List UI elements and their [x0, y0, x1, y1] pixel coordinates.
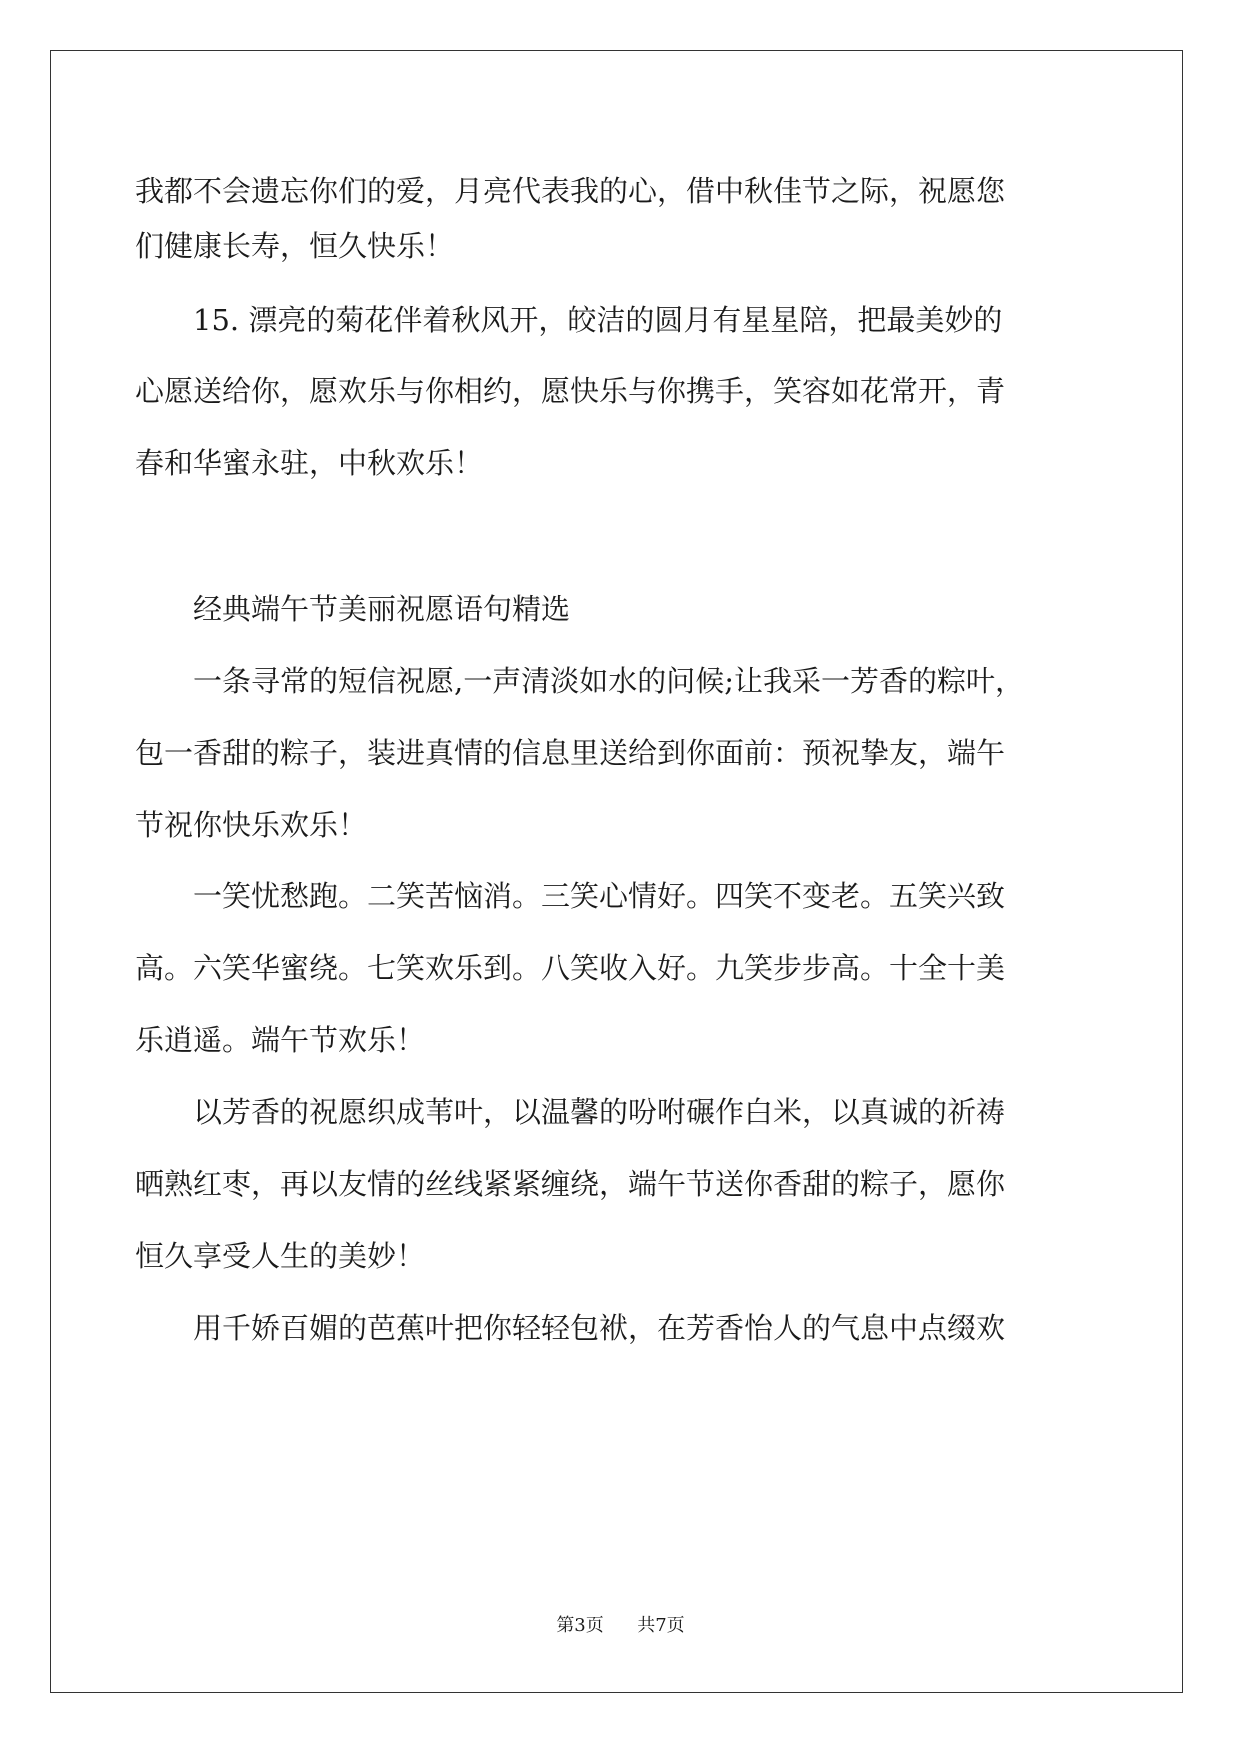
page-footer — [0, 1614, 1241, 1638]
text-line: 节祝你快乐欢乐！ — [135, 808, 368, 842]
section-heading: 经典端午节美丽祝愿语句精选 — [193, 592, 571, 626]
text-line: 我都不会遗忘你们的爱，月亮代表我的心，借中秋佳节之际，祝愿您 — [135, 174, 1006, 208]
text-line: 晒熟红枣，再以友情的丝线紧紧缠绕，端午节送你香甜的粽子，愿你 — [135, 1167, 1006, 1201]
text-line: 15. 漂亮的菊花伴着秋风开，皎洁的圆月有星星陪，把最美妙的 — [193, 303, 1003, 337]
page-border — [50, 50, 1183, 1693]
text-line: 以芳香的祝愿织成苇叶，以温馨的吩咐碾作白米，以真诚的祈祷 — [193, 1095, 1006, 1129]
text-line: 一笑忧愁跑。二笑苦恼消。三笑心情好。四笑不变老。五笑兴致 — [193, 879, 1006, 913]
text-line: 恒久享受人生的美妙！ — [135, 1239, 426, 1273]
page-number: 第3页 — [556, 1615, 604, 1636]
text-line: 乐逍遥。端午节欢乐！ — [135, 1023, 426, 1057]
text-line: 包一香甜的粽子，装进真情的信息里送给到你面前：预祝挚友，端午 — [135, 736, 1006, 770]
page-total: 共7页 — [637, 1615, 685, 1636]
text-line: 们健康长寿，恒久快乐！ — [135, 229, 455, 263]
text-line: 春和华蜜永驻，中秋欢乐！ — [135, 446, 484, 480]
text-line: 用千娇百媚的芭蕉叶把你轻轻包袱，在芳香怡人的气息中点缀欢 — [193, 1311, 1006, 1345]
text-line: 高。六笑华蜜绕。七笑欢乐到。八笑收入好。九笑步步高。十全十美 — [135, 951, 1006, 985]
text-line: 一条寻常的短信祝愿,一声清淡如水的问候;让我采一芳香的粽叶， — [193, 664, 1024, 698]
text-line: 心愿送给你，愿欢乐与你相约，愿快乐与你携手，笑容如花常开，青 — [135, 374, 1006, 408]
